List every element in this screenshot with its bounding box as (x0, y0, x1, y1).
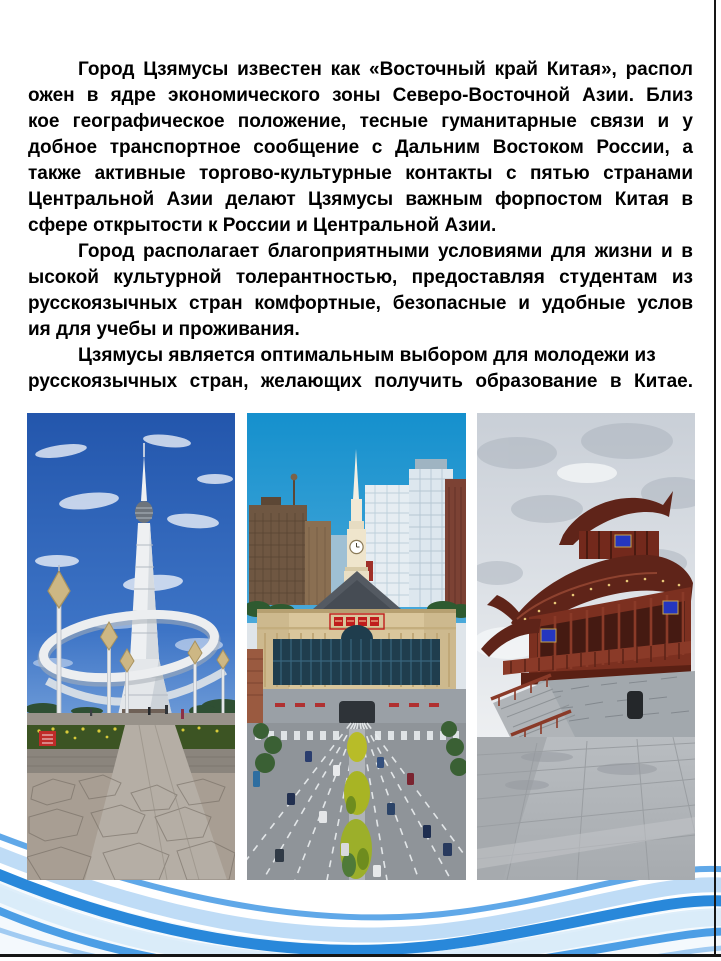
text-line: добное транспортное сообщение с Дальним Востоком России, а (28, 137, 693, 158)
photo-tower-monument-square (27, 413, 235, 880)
photo-chinese-pavilion (477, 413, 695, 880)
slide-border-right (714, 0, 716, 957)
blue-plaque (663, 601, 678, 614)
text-line: также активные торгово-культурные контакты с пятью странами (28, 163, 693, 184)
paragraph (28, 343, 693, 395)
text-line: ожен в ядре экономического зоны Северо-Восточной Азии. Близ (28, 85, 693, 106)
text-line: русскоязычных стран, желающих получить образование в Китае. (28, 371, 693, 392)
blue-plaque (541, 629, 556, 642)
railway-station-illustration (247, 413, 466, 880)
text-line: Город располагает благоприятными условиями для жизни и в (78, 241, 693, 262)
text-line: ия для учебы и проживания. (28, 319, 300, 340)
tower-monument-illustration (27, 413, 235, 880)
blue-plaque (615, 535, 631, 547)
text-line: Центральной Азии делают Цзямусы важным форпостом Китая в (28, 189, 693, 210)
text-line: кое географическое положение, тесные гуманитарные связи и у (28, 111, 693, 132)
body-text (28, 57, 693, 395)
text-line: Город Цзямусы известен как «Восточный край Китая», распол (78, 59, 693, 80)
paragraph (28, 239, 693, 343)
text-line: русскоязычных стран комфортные, безопасные и удобные услов (28, 293, 693, 314)
text-line: Цзямусы является оптимальным выбором для молодежи из (78, 345, 656, 366)
slide-border-bottom (0, 954, 721, 957)
text-line: ысокой культурной толерантностью, предоставляя студентам из (28, 267, 693, 288)
pavilion-illustration (477, 413, 695, 880)
photo-railway-station-boulevard (247, 413, 466, 880)
text-line: сфере открытости к России и Центральной Азии. (28, 215, 497, 236)
paragraph (28, 57, 693, 239)
